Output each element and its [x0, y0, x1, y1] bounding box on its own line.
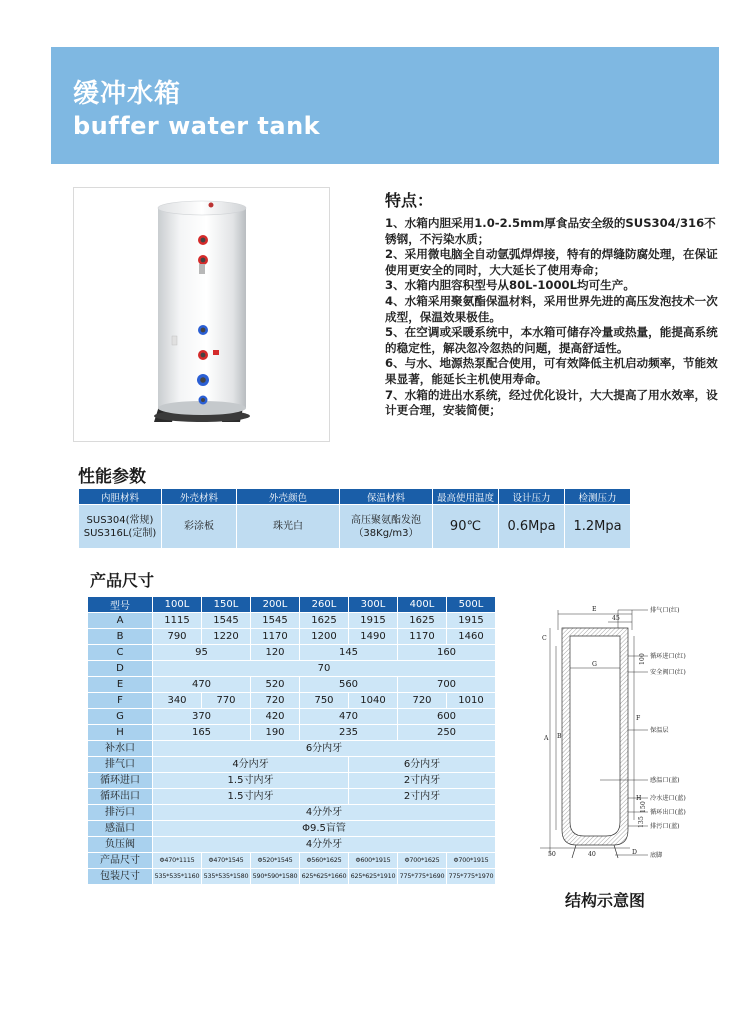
- row-label: 循环出口: [88, 789, 153, 805]
- table-cell: 700: [398, 677, 496, 693]
- header-cell: 外壳颜色: [237, 489, 340, 505]
- dim-b: B: [557, 733, 562, 740]
- dim-a: A: [544, 735, 549, 742]
- table-row: [88, 709, 496, 725]
- dim-h: H: [636, 795, 642, 802]
- table-cell: 70: [153, 661, 496, 677]
- header-cell: 外壳材料: [162, 489, 237, 505]
- liner-material-cell: [79, 505, 162, 549]
- row-label: H: [88, 725, 153, 741]
- label-insulation: 保温层: [650, 727, 669, 734]
- table-cell: 470: [300, 709, 398, 725]
- dim-c: C: [542, 635, 547, 642]
- liner-material-custom: SUS316L(定制): [83, 527, 157, 539]
- table-cell: 4分内牙: [153, 757, 349, 773]
- table-row: [88, 661, 496, 677]
- table-cell: 720: [251, 693, 300, 709]
- dim-40: 40: [588, 851, 596, 858]
- row-label: 产品尺寸: [88, 853, 153, 869]
- table-cell: 1625: [300, 613, 349, 629]
- table-cell: 520: [251, 677, 300, 693]
- feature-item: 7、水箱的进出水系统，经过优化设计，大大提高了用水效率，设计更合理，安装简便；: [385, 387, 718, 418]
- row-label: F: [88, 693, 153, 709]
- row-label: 感温口: [88, 821, 153, 837]
- label-vent: 排气口(红): [650, 607, 680, 614]
- table-cell: 235: [300, 725, 398, 741]
- page-title-en: buffer water tank: [73, 112, 321, 140]
- table-cell: 535*535*1580: [202, 869, 251, 885]
- table-row: [88, 629, 496, 645]
- performance-title: 性能参数: [78, 467, 146, 487]
- foot-line: [572, 845, 576, 858]
- dim-100: 100: [639, 653, 646, 665]
- row-label: 负压阀: [88, 837, 153, 853]
- label-sensor: 感温口(蓝): [650, 777, 680, 784]
- table-row: [88, 869, 496, 885]
- row-label: B: [88, 629, 153, 645]
- table-cell: 1490: [349, 629, 398, 645]
- table-cell: 720: [398, 693, 447, 709]
- dim-d: D: [632, 849, 637, 856]
- table-cell: Φ470*1115: [153, 853, 202, 869]
- feature-item: 1、水箱内胆采用1.0-2.5mm厚食品安全级的SUS304/316不锈钢，不污染水质；: [385, 216, 716, 246]
- table-cell: 145: [300, 645, 398, 661]
- table-cell: 1200: [300, 629, 349, 645]
- max-temp-cell: 90℃: [433, 505, 499, 549]
- header-cell: 100L: [153, 597, 202, 613]
- table-cell: 190: [251, 725, 300, 741]
- table-row: [88, 789, 496, 805]
- row-label: 循环进口: [88, 773, 153, 789]
- insulation-material-cell: [340, 505, 433, 549]
- table-row: [88, 837, 496, 853]
- table-row: [88, 741, 496, 757]
- table-cell: 775*775*1690: [398, 869, 447, 885]
- table-cell: Φ700*1625: [398, 853, 447, 869]
- size-table: [87, 596, 496, 885]
- table-cell: 95: [153, 645, 251, 661]
- table-row: [88, 853, 496, 869]
- sizes-title: 产品尺寸: [90, 571, 155, 590]
- header-cell: 300L: [349, 597, 398, 613]
- dim-g: G: [592, 661, 597, 668]
- table-header-row: [88, 597, 496, 613]
- liner-material-standard: SUS304(常规): [86, 514, 154, 526]
- header-cell: 内胆材料: [79, 489, 162, 505]
- table-cell: 1625: [398, 613, 447, 629]
- table-row: [88, 821, 496, 837]
- table-cell: 6分内牙: [349, 757, 496, 773]
- header-cell: 检测压力: [565, 489, 631, 505]
- feature-item: 3、水箱内胆容积型号从80L-1000L均可生产。: [385, 278, 635, 293]
- table-cell: 775*775*1970: [447, 869, 496, 885]
- dim-f: F: [636, 715, 641, 722]
- table-row: [88, 757, 496, 773]
- insulation-density: （38Kg/m3）: [353, 527, 419, 539]
- table-cell: 790: [153, 629, 202, 645]
- feature-item: 2、采用微电脑全自动氩弧焊焊接，特有的焊缝防腐处理，在保证使用更安全的同时，大大延长了使用寿命；: [385, 247, 718, 277]
- row-label: E: [88, 677, 153, 693]
- table-cell: 625*625*1660: [300, 869, 349, 885]
- feature-item: 4、水箱采用聚氨酯保温材料，采用世界先进的高压发泡技术一次成型，保温效果极佳。: [385, 293, 718, 324]
- table-row: [88, 613, 496, 629]
- design-pressure-cell: 0.6Mpa: [499, 505, 565, 549]
- label-drain: 排污口(蓝): [650, 823, 680, 830]
- table-cell: 535*535*1160: [153, 869, 202, 885]
- water-tank-illustration: [74, 188, 329, 441]
- table-cell: 1170: [398, 629, 447, 645]
- table-cell: 1545: [202, 613, 251, 629]
- table-cell: Φ470*1545: [202, 853, 251, 869]
- label-circ-out: 循环出口(蓝): [650, 809, 686, 816]
- table-cell: Φ520*1545: [251, 853, 300, 869]
- dim-150: 150: [640, 801, 647, 813]
- table-cell: 1915: [349, 613, 398, 629]
- label-circ-in: 循环进口(红): [650, 653, 686, 660]
- table-cell: 120: [251, 645, 300, 661]
- insulation-material: 高压聚氨酯发泡: [351, 514, 421, 526]
- header-cell: 400L: [398, 597, 447, 613]
- product-photo: [73, 187, 330, 442]
- table-cell: 250: [398, 725, 496, 741]
- structure-diagram: [520, 600, 730, 875]
- table-row: [88, 805, 496, 821]
- table-cell: 4分外牙: [153, 837, 496, 853]
- table-cell: 160: [398, 645, 496, 661]
- table-cell: 340: [153, 693, 202, 709]
- label-base: 底脚: [650, 852, 663, 859]
- table-cell: 1220: [202, 629, 251, 645]
- features-title: 特点：: [385, 191, 434, 210]
- row-label: G: [88, 709, 153, 725]
- shell-material-cell: 彩涂板: [162, 505, 237, 549]
- performance-table: [78, 488, 631, 549]
- table-cell: 590*590*1580: [251, 869, 300, 885]
- table-cell: 560: [300, 677, 398, 693]
- features-list: [385, 216, 720, 419]
- feature-item: 6、与水、地源热泵配合使用，可有效降低主机启动频率，节能效果显著，能延长主机使用寿命。: [385, 356, 718, 386]
- dim-e: E: [592, 606, 597, 613]
- shell-color-cell: 珠光白: [237, 505, 340, 549]
- table-row: [79, 505, 631, 549]
- table-cell: Φ600*1915: [349, 853, 398, 869]
- table-cell: 600: [398, 709, 496, 725]
- table-cell: 1545: [251, 613, 300, 629]
- table-cell: 1915: [447, 613, 496, 629]
- table-cell: 750: [300, 693, 349, 709]
- header-cell: 200L: [251, 597, 300, 613]
- row-label: 排污口: [88, 805, 153, 821]
- table-cell: Φ560*1625: [300, 853, 349, 869]
- table-cell: 625*625*1910: [349, 869, 398, 885]
- header-cell: 保温材料: [340, 489, 433, 505]
- dim-135: 135: [638, 816, 645, 828]
- table-row: [88, 677, 496, 693]
- row-label: 排气口: [88, 757, 153, 773]
- row-label: D: [88, 661, 153, 677]
- table-cell: Φ700*1915: [447, 853, 496, 869]
- header-cell: 最高使用温度: [433, 489, 499, 505]
- header-cell: 260L: [300, 597, 349, 613]
- foot-line: [614, 845, 618, 858]
- test-pressure-cell: 1.2Mpa: [565, 505, 631, 549]
- page-title-cn: 缓冲水箱: [73, 79, 182, 109]
- header-cell: 150L: [202, 597, 251, 613]
- table-cell: 1.5寸内牙: [153, 773, 349, 789]
- table-cell: 6分内牙: [153, 741, 496, 757]
- diagram-title: 结构示意图: [565, 891, 646, 910]
- label-cold-in: 冷水进口(蓝): [650, 795, 686, 802]
- table-cell: 470: [153, 677, 251, 693]
- table-header-row: [79, 489, 631, 505]
- row-label: 包装尺寸: [88, 869, 153, 885]
- row-label: 补水口: [88, 741, 153, 757]
- row-label: C: [88, 645, 153, 661]
- dim-50: 50: [548, 851, 556, 858]
- table-cell: 2寸内牙: [349, 773, 496, 789]
- feature-item: 5、在空调或采暖系统中，本水箱可储存冷量或热量，能提高系统的稳定性，解决忽冷忽热的问题，提高舒适性。: [385, 325, 718, 355]
- header-cell: 设计压力: [499, 489, 565, 505]
- table-row: [88, 725, 496, 741]
- table-cell: 770: [202, 693, 251, 709]
- table-cell: 1460: [447, 629, 496, 645]
- table-row: [88, 693, 496, 709]
- table-cell: Φ9.5盲管: [153, 821, 496, 837]
- table-cell: 2寸内牙: [349, 789, 496, 805]
- table-cell: 1010: [447, 693, 496, 709]
- table-row: [88, 773, 496, 789]
- table-row: [88, 645, 496, 661]
- table-cell: 1170: [251, 629, 300, 645]
- dim-45: 45: [612, 615, 620, 622]
- header-cell: 型号: [88, 597, 153, 613]
- table-cell: 1115: [153, 613, 202, 629]
- table-cell: 4分外牙: [153, 805, 496, 821]
- label-safety: 安全阀口(红): [650, 669, 686, 676]
- table-cell: 165: [153, 725, 251, 741]
- header-cell: 500L: [447, 597, 496, 613]
- table-cell: 370: [153, 709, 251, 725]
- table-cell: 1040: [349, 693, 398, 709]
- row-label: A: [88, 613, 153, 629]
- table-cell: 420: [251, 709, 300, 725]
- table-cell: 1.5寸内牙: [153, 789, 349, 805]
